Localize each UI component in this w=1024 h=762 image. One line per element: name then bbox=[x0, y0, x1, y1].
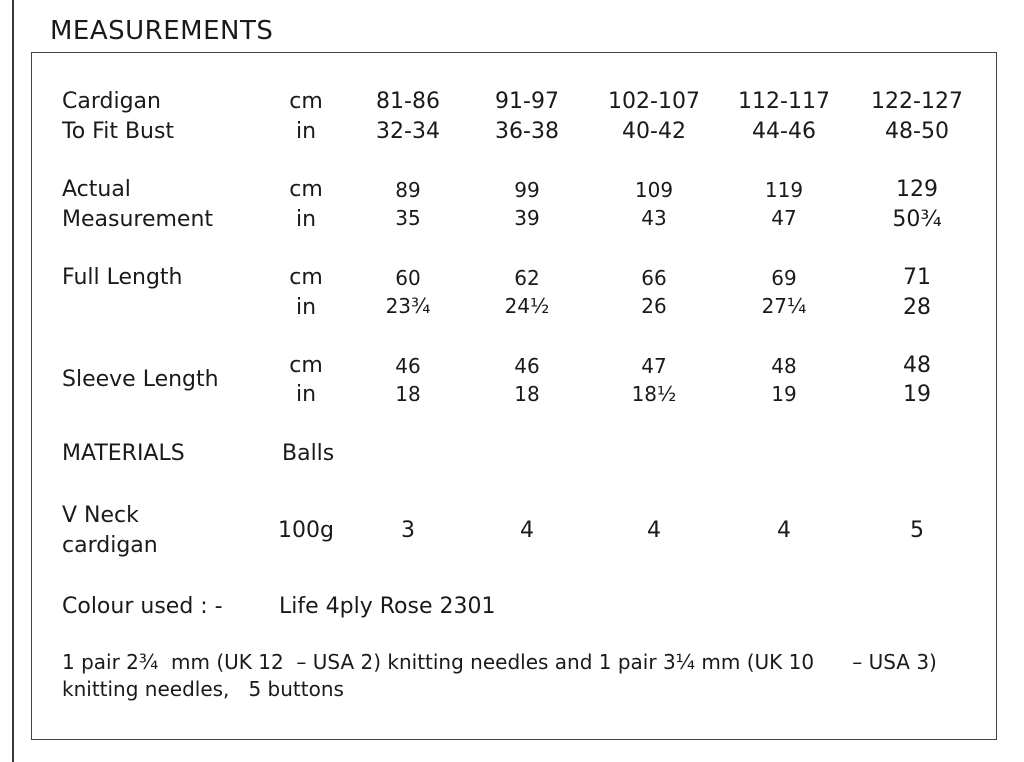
left-border-rule bbox=[12, 0, 14, 762]
materials-item-label: V Neck bbox=[62, 503, 139, 528]
value-cell: 50¾ bbox=[892, 207, 942, 232]
value-cell: 18 bbox=[514, 382, 540, 406]
unit-label: in bbox=[295, 295, 317, 320]
size-cm-cell: 102-107 bbox=[608, 89, 700, 114]
value-cell: 23¾ bbox=[385, 294, 431, 318]
value-cell: 71 bbox=[903, 265, 931, 290]
value-cell: 46 bbox=[514, 354, 540, 378]
value-cell: 129 bbox=[896, 177, 938, 202]
size-in-cell: 40-42 bbox=[622, 119, 686, 144]
unit-label: cm bbox=[289, 353, 323, 378]
value-cell: 24½ bbox=[504, 294, 550, 318]
unit-label: cm bbox=[289, 177, 323, 202]
value-cell: 46 bbox=[395, 354, 421, 378]
value-cell: 28 bbox=[903, 295, 931, 320]
size-in-cell: 44-46 bbox=[752, 119, 816, 144]
size-cm-cell: 81-86 bbox=[376, 89, 440, 114]
colour-label: Colour used : - bbox=[62, 594, 223, 619]
row-label: To Fit Bust bbox=[62, 119, 175, 144]
materials-heading: MATERIALS bbox=[62, 441, 185, 466]
page-title: MEASUREMENTS bbox=[50, 16, 274, 46]
value-cell: 109 bbox=[634, 178, 674, 202]
value-cell: 47 bbox=[771, 206, 797, 230]
value-cell: 48 bbox=[771, 354, 797, 378]
needles-line: knitting needles, 5 buttons bbox=[62, 677, 344, 701]
value-cell: 66 bbox=[641, 266, 667, 290]
value-cell: 27¼ bbox=[761, 294, 807, 318]
value-cell: 18½ bbox=[631, 382, 677, 406]
row-label: Cardigan bbox=[62, 89, 161, 114]
value-cell: 26 bbox=[641, 294, 667, 318]
value-cell: 99 bbox=[514, 178, 540, 202]
value-cell: 43 bbox=[641, 206, 667, 230]
balls-cell: 3 bbox=[401, 518, 415, 543]
size-in-cell: 36-38 bbox=[495, 119, 559, 144]
value-cell: 60 bbox=[395, 266, 421, 290]
value-cell: 19 bbox=[771, 382, 797, 406]
value-cell: 47 bbox=[641, 354, 667, 378]
value-cell: 39 bbox=[514, 206, 540, 230]
balls-cell: 4 bbox=[647, 518, 661, 543]
size-cm-cell: 91-97 bbox=[495, 89, 559, 114]
unit-label: in bbox=[295, 119, 317, 144]
size-in-cell: 48-50 bbox=[885, 119, 949, 144]
needles-line: 1 pair 2¾ mm (UK 12 – USA 2) knitting needles and 1 pair 3¼ mm (UK 10 – USA 3) bbox=[62, 650, 937, 674]
value-cell: 119 bbox=[764, 178, 804, 202]
balls-cell: 5 bbox=[910, 518, 924, 543]
yarn-weight: 100g bbox=[278, 518, 334, 543]
balls-cell: 4 bbox=[520, 518, 534, 543]
unit-label: in bbox=[295, 207, 317, 232]
value-cell: 89 bbox=[395, 178, 421, 202]
row-label: Full Length bbox=[62, 265, 183, 290]
value-cell: 48 bbox=[903, 353, 931, 378]
size-cm-cell: 122-127 bbox=[871, 89, 963, 114]
size-in-cell: 32-34 bbox=[376, 119, 440, 144]
unit-label: cm bbox=[289, 265, 323, 290]
value-cell: 18 bbox=[395, 382, 421, 406]
materials-item-label: cardigan bbox=[62, 533, 158, 558]
row-label: Sleeve Length bbox=[62, 367, 219, 392]
balls-unit-label: Balls bbox=[282, 441, 335, 466]
row-label: Actual bbox=[62, 177, 131, 202]
unit-label: cm bbox=[289, 89, 323, 114]
unit-label: in bbox=[295, 382, 317, 407]
value-cell: 19 bbox=[903, 382, 931, 407]
colour-value: Life 4ply Rose 2301 bbox=[279, 594, 496, 619]
size-cm-cell: 112-117 bbox=[738, 89, 830, 114]
value-cell: 69 bbox=[771, 266, 797, 290]
balls-cell: 4 bbox=[777, 518, 791, 543]
value-cell: 35 bbox=[395, 206, 421, 230]
row-label: Measurement bbox=[62, 207, 214, 232]
value-cell: 62 bbox=[514, 266, 540, 290]
